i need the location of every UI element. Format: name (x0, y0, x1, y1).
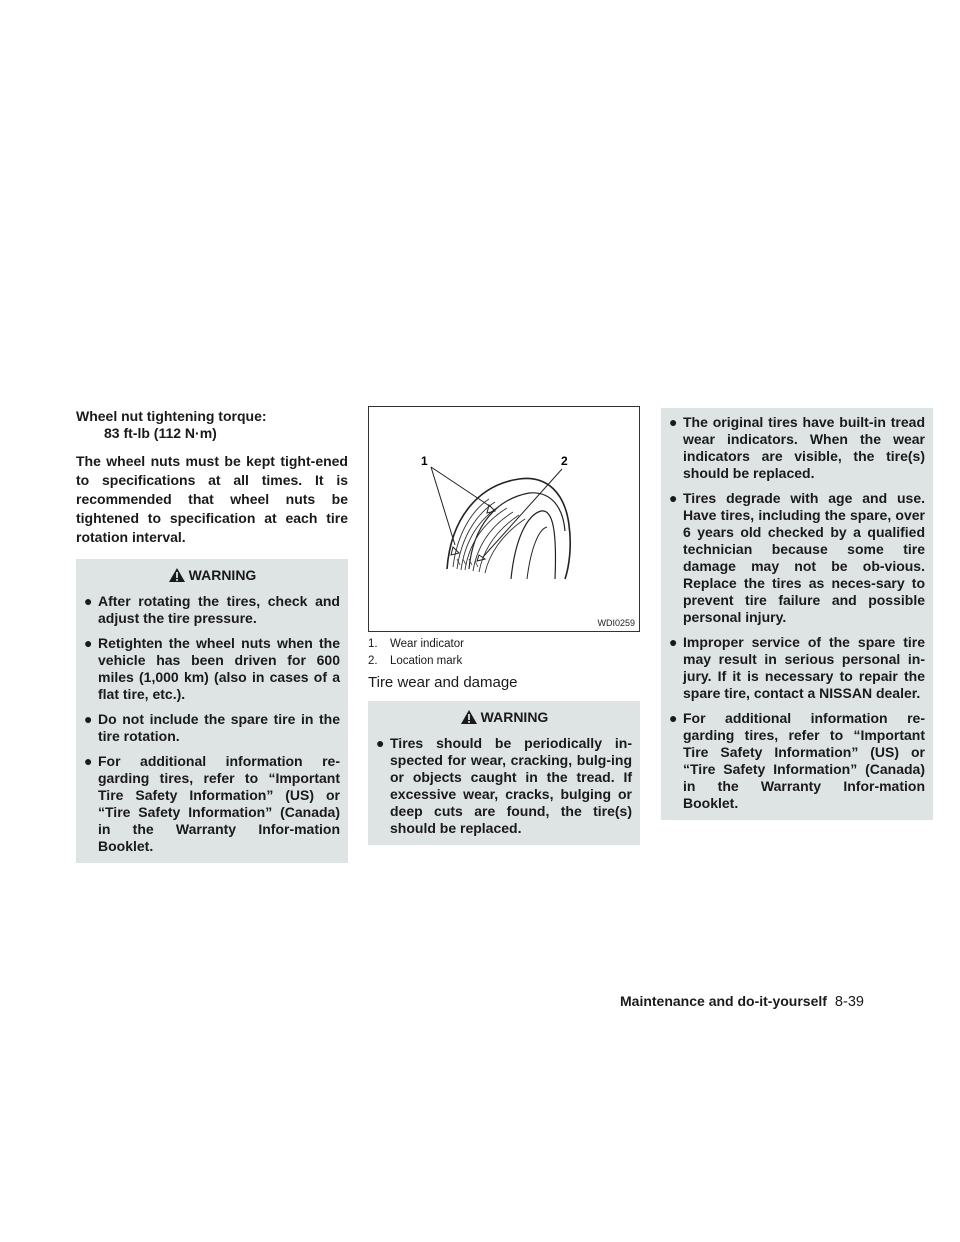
torque-label: Wheel nut tightening torque: (76, 408, 267, 424)
warning-title: WARNING (376, 709, 632, 725)
figure-label-2: 2 (561, 454, 568, 468)
figure-code: WDI0259 (597, 618, 635, 628)
bullet-icon: ● (669, 634, 678, 650)
figure-captions (368, 636, 640, 670)
figure-label-1: 1 (421, 454, 428, 468)
page-footer (620, 993, 864, 1010)
warning-item: ● Do not include the spare tire in the tire rotation. (84, 711, 340, 744)
warning-item: ● For additional information re-garding tires, refer to “Important Tire Safety Information” (US) or “Tire Safety Information” (Canada) in the Warranty Infor-mation Booklet. (669, 710, 925, 811)
bullet-icon: ● (84, 753, 93, 769)
warning-item: ● Tires should be periodically in-spected for wear, cracking, bulg-ing or objects caught in the tread. If excessive wear, cracks, bulging or deep cuts are found, the tire(s) should be replaced. (376, 735, 632, 836)
bullet-icon: ● (669, 710, 678, 726)
warning-triangle-icon (460, 709, 478, 725)
warning-item: ● Tires degrade with age and use. Have tires, including the spare, over 6 years old checked by a qualified technician because some tire damage may not be ob-vious. Replace the tires as neces-sary to prevent tire failure and possible personal injury. (669, 490, 925, 625)
column-3 (661, 408, 933, 820)
column-1 (76, 408, 348, 863)
warning-box-continued (661, 408, 933, 820)
bullet-icon: ● (669, 414, 678, 430)
bullet-icon: ● (376, 735, 385, 751)
warning-triangle-icon (168, 567, 186, 583)
wheel-nut-paragraph: The wheel nuts must be kept tight-ened to specifications at all times. It is recommended that wheel nuts be tightened to specification at each tire rotation interval. (76, 453, 348, 545)
tire-wear-figure (368, 406, 640, 632)
page-number: 8-39 (834, 994, 864, 1010)
warning-box-tire-wear (368, 701, 640, 845)
bullet-icon: ● (669, 490, 678, 506)
caption-item: 2. Location mark (368, 655, 463, 667)
warning-item: ● Improper service of the spare tire may result in serious personal in-jury. If it is necessary to repair the spare tire, contact a NISSAN dealer. (669, 634, 925, 701)
caption-item: 1. Wear indicator (368, 638, 464, 650)
warning-title: WARNING (84, 567, 340, 583)
bullet-icon: ● (84, 711, 93, 727)
warning-item: ● The original tires have built-in tread wear indicators. When the wear indicators are visible, the tire(s) should be replaced. (669, 414, 925, 481)
warning-item: ● After rotating the tires, check and adjust the tire pressure. (84, 593, 340, 626)
bullet-icon: ● (84, 593, 93, 609)
bullet-icon: ● (84, 635, 93, 651)
warning-item: ● Retighten the wheel nuts when the vehicle has been driven for 600 miles (1,000 km) (also in cases of a flat tire, etc.). (84, 635, 340, 702)
column-2 (368, 406, 640, 845)
warning-box-rotation (76, 559, 348, 863)
section-heading: Tire wear and damage (368, 674, 518, 691)
footer-section-title: Maintenance and do-it-yourself (620, 993, 827, 1009)
torque-value: 83 ft-lb (112 N·m) (104, 425, 217, 441)
tire-illustration (369, 407, 639, 631)
warning-item: ● For additional information re-garding tires, refer to “Important Tire Safety Information” (US) or “Tire Safety Information” (Canada) in the Warranty Infor-mation Booklet. (84, 753, 340, 854)
